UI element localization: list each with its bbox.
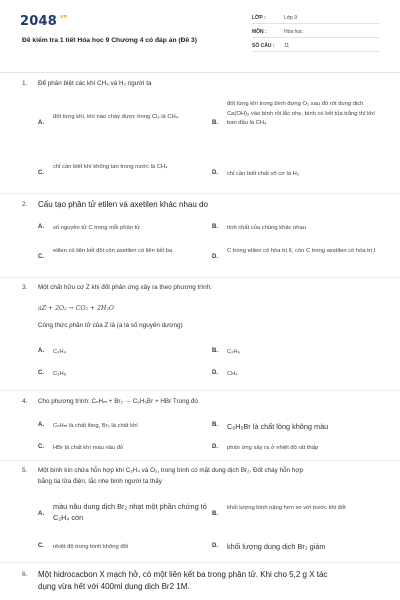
option-text: C₂H₆ xyxy=(227,349,240,355)
divider xyxy=(0,390,400,391)
option-label: A. xyxy=(38,348,44,354)
option-text: etilen có liên kết đôi còn axetilen có liên kết ba xyxy=(53,248,173,254)
option-label: B. xyxy=(212,422,218,428)
reaction-equation: aZ + 2O₂ → CO₂ + 2H₂O xyxy=(38,305,115,312)
option-text: tính chất của chúng khác nhau xyxy=(227,225,306,231)
option-label: B. xyxy=(212,224,218,230)
divider xyxy=(0,277,400,278)
question-number: 2. xyxy=(22,201,28,208)
option-label: D. xyxy=(212,543,218,549)
page-title: Đề kiểm tra 1 tiết Hóa học 9 Chương 4 có đáp án (Đề 3) xyxy=(22,37,197,44)
option-label: C. xyxy=(38,444,44,450)
question-text: Một bình kín chứa hỗn hợp khí C₂H₄ và O₂, trong bình có mặt dung dịch Br₂. Đốt cháy hỗn hợp xyxy=(38,467,303,474)
option-label: A. xyxy=(38,120,44,126)
meta-info xyxy=(252,12,380,54)
option-text: màu nâu dung dịch Br₂ nhạt một phần chứng tỏ C₂H₄ còn xyxy=(53,502,207,522)
question-number: 1. xyxy=(22,80,28,87)
option-label: C. xyxy=(38,543,44,549)
meta-key: MÔN : xyxy=(252,28,267,35)
option-label: B. xyxy=(212,348,218,354)
page-header xyxy=(0,0,400,72)
option-label: A. xyxy=(38,224,44,230)
meta-key: SỐ CÂU : xyxy=(252,42,275,49)
question-number: 4. xyxy=(22,398,28,405)
meta-value: 11 xyxy=(284,42,290,49)
option-text: phản ứng xảy ra ở nhiệt độ rất thấp xyxy=(227,445,319,451)
option-label: C. xyxy=(38,254,44,260)
option-text: số nguyên tử C trong mỗi phân tử xyxy=(53,225,141,231)
option-label: D. xyxy=(212,370,218,376)
option-label: A. xyxy=(38,422,44,428)
option-text: C₃H₈ xyxy=(53,371,67,377)
divider xyxy=(0,460,400,461)
question-text-line2: dụng vừa hết với 400ml dung dịch Br2 1M. xyxy=(38,582,190,591)
meta-row-class xyxy=(252,12,380,24)
option-text: C trong etilen có hóa trị II, còn C trong axetilen có hóa trị I xyxy=(227,248,376,254)
question-number: 6. xyxy=(22,571,28,578)
option-text: C₂H₄ xyxy=(53,349,66,355)
option-text: chỉ cần biết chất vô cơ là H₂ xyxy=(227,171,300,177)
option-text: đốt từng khí, khí nào cháy được trong Cl₂ là CH₄ xyxy=(53,114,179,120)
question-text: Một hidrocacbon X mạch hở, có một liên kết ba trong phân tử. Khi cho 5,2 g X tác xyxy=(38,570,328,579)
option-label: D. xyxy=(212,170,218,176)
option-text: khối lượng bình nặng hơn so với trước khi đốt xyxy=(227,505,346,511)
question-text: Để phân biệt các khí CH₄ và H₂ người ta xyxy=(38,80,152,87)
option-text: CₙHₘ là chất lỏng, Br₂ là chất khí xyxy=(53,423,138,429)
option-label: B. xyxy=(212,120,218,126)
header-divider xyxy=(0,72,400,73)
divider xyxy=(0,562,400,563)
divider xyxy=(0,193,400,194)
option-label: A. xyxy=(38,511,44,517)
option-text: chỉ cần biết khí không tan trong nước là CH₄ xyxy=(53,164,168,170)
question-number: 3. xyxy=(22,284,28,291)
option-text: HBr là chất khí màu nâu đỏ xyxy=(53,445,124,451)
question-text: Một chất hữu cơ Z khi đốt phản ứng xảy ra theo phương trình: xyxy=(38,284,212,291)
question-number: 5. xyxy=(22,467,28,474)
question-text: Cho phương trình: CₙHₘ + Br₂ → C₆H₅Br + HBr Trong đó xyxy=(38,398,198,405)
question-text-line2: bằng tia lửa điện, lắc nhẹ bình người ta thấy xyxy=(38,478,162,485)
option-label: D. xyxy=(212,444,218,450)
option-label: B. xyxy=(212,511,218,517)
logo-text: 2048 xyxy=(20,14,57,29)
meta-key: LỚP : xyxy=(252,14,266,21)
option-text: nhiệt độ trong bình không đổi xyxy=(53,544,129,550)
option-label: D. xyxy=(212,254,218,260)
meta-value: Lớp 9 xyxy=(284,14,298,21)
meta-row-count xyxy=(252,40,380,52)
option-text: CH₄ xyxy=(227,371,238,377)
option-text: đốt từng khí trong bình đựng O₂ sau đó rót dung dịch Ca(OH)₂ vào bình rồi lắc nhẹ, bình có kết tủa trắng thì khí ban đầu là CH₄ xyxy=(227,101,375,126)
site-logo[interactable] xyxy=(20,14,67,29)
question-text: Cấu tạo phân tử etilen và axetilen khác nhau do xyxy=(38,200,208,209)
logo-suffix: .vn xyxy=(57,14,68,20)
option-label: C. xyxy=(38,170,44,176)
option-text: C₆H₅Br là chất lỏng không màu xyxy=(227,422,329,431)
question-subtext: Công thức phân tử của Z là (a là số nguyên dương) xyxy=(38,322,183,329)
meta-value: Hóa học xyxy=(284,28,303,35)
meta-row-subject xyxy=(252,26,380,38)
option-text: khối lượng dung dịch Br₂ giảm xyxy=(227,542,326,551)
option-label: C. xyxy=(38,370,44,376)
